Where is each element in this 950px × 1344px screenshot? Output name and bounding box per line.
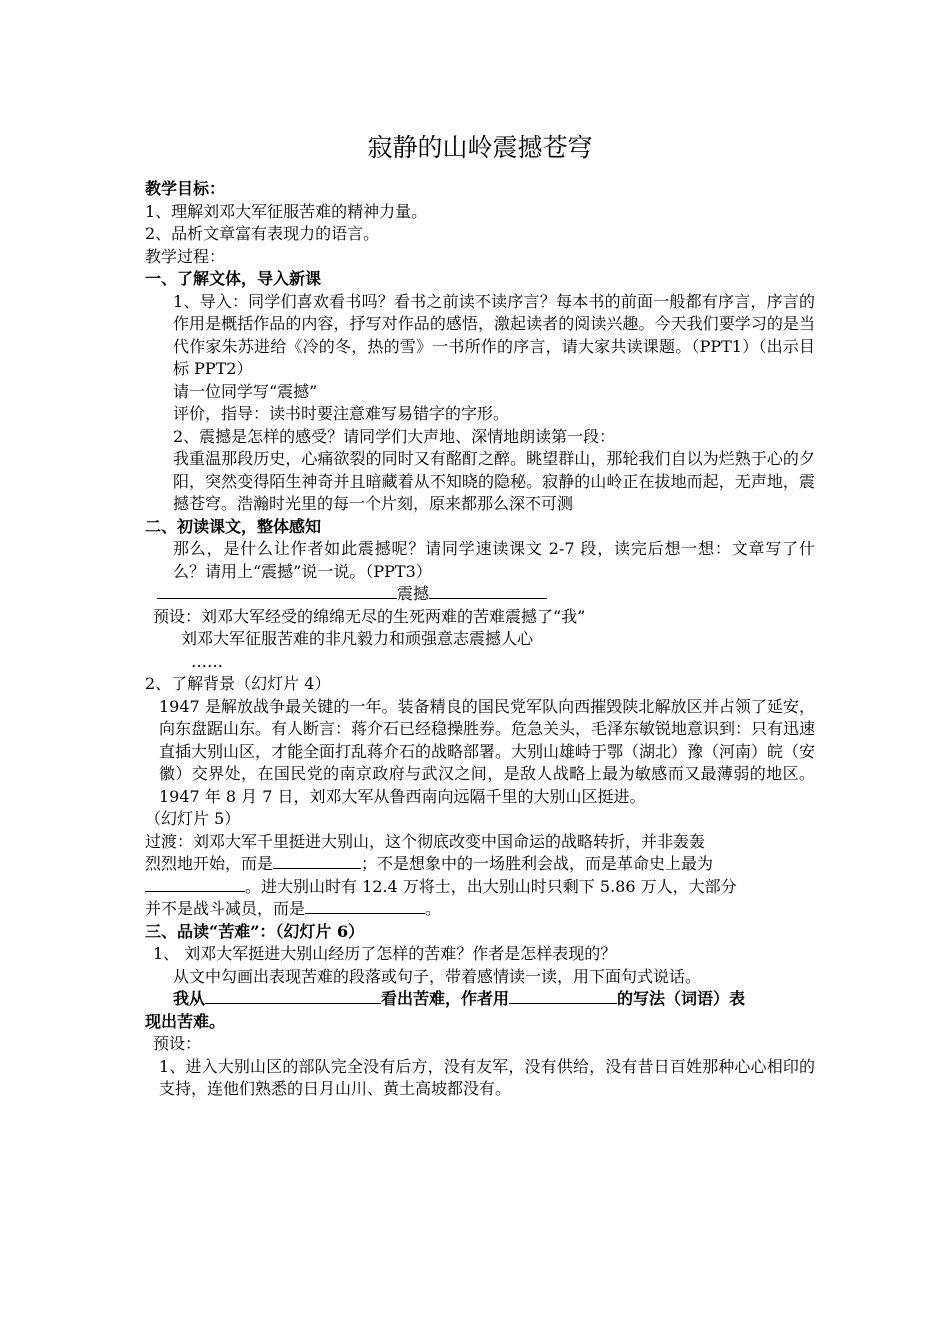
fill-blank[interactable] [305, 898, 425, 914]
objective-2: 2、品析文章富有表现力的语言。 [145, 224, 380, 243]
objectives-heading: 教学目标： [145, 179, 226, 198]
section-3-preset-label: 预设： [153, 1034, 202, 1053]
slide-5-label: （幻灯片 5） [145, 809, 241, 828]
fill-blank[interactable] [273, 853, 361, 869]
section-3-q1: 1、 刘邓大军挺进大别山经历了怎样的苦难？作者是怎样表现的？ [153, 944, 617, 963]
background-heading: 2、了解背景（幻灯片 4） [145, 674, 331, 693]
section-2-heading: 二、初读课文，整体感知 [145, 516, 322, 536]
fill-blank[interactable] [205, 988, 381, 1004]
section-3-instruction: 从文中勾画出表现苦难的段落或句子，带着感情读一读，用下面句式说话。 [173, 966, 702, 986]
fill-blank[interactable] [509, 988, 617, 1004]
section-1-intro: 1、导入：同学们喜欢看书吗？看书之前读不读序言？每本书的前面一般都有序言，序言的作用是概括作品的内容，抒写对作品的感悟，激起读者的阅读兴趣。今天我们要学习的是当代作家朱苏进给《冷的冬，热的雪》一书所作的序言，请大家共读课题。（PPT1）（出示目标 PPT2） [173, 291, 815, 378]
section-2-preset-1: 预设：刘邓大军经受的绵绵无尽的生死两难的苦难震撼了“我” [153, 606, 586, 626]
transition-line-2: 烈烈地开始，而是 ；不是想象中的一场胜利会战，而是革命史上最为 [145, 854, 714, 873]
fill-in-sentence [145, 583, 815, 606]
section-2-preset-2: 刘邓大军征服苦难的非凡毅力和顽强意志震撼人心 [181, 629, 534, 648]
ellipsis: …… [191, 651, 223, 671]
fill-blank[interactable] [145, 876, 245, 892]
process-heading: 教学过程： [145, 246, 226, 266]
fill-word: 震撼 [397, 584, 430, 603]
document-page [145, 128, 815, 1101]
transition-line-4: 并不是战斗减员，而是 。 [145, 899, 442, 918]
section-1-quote: 我重温那段历史，心痛欲裂的同时又有酩酊之醉。眺望群山，那轮我们自以为烂熟于心的夕阳，突然变得陌生神奇并且暗藏着从不知晓的隐秘。寂静的山岭正在拔地而起，无声地，震撼苍穹。浩瀚时光里的每一个片刻，原来都那么深不可测 [173, 449, 815, 513]
section-2-question: 那么，是什么让作者如此震撼呢？请同学速读课文 2-7 段，读完后想一想：文章写了什么？请用上“震撼”说一说。（PPT3） [173, 539, 815, 581]
section-1-q2: 2、震撼是怎样的感受？请同学们大声地、深情地朗读第一段： [173, 426, 616, 446]
objective-1: 1、理解刘邓大军征服苦难的精神力量。 [145, 201, 428, 221]
section-3-pattern-cont: 现出苦难。 [145, 1011, 226, 1031]
section-3-pattern: 我从 看出苦难，作者用 的写法（词语）表 [173, 989, 746, 1008]
section-1-write: 请一位同学写“震撼” [173, 381, 318, 401]
section-1-heading: 一、了解文体，导入新课 [145, 269, 322, 288]
transition-line-1: 过渡：刘邓大军千里挺进大别山，这个彻底改变中国命运的战略转折，并非轰轰 [145, 831, 706, 851]
section-3-heading: 三、品读“苦难”：（幻灯片 6） [145, 921, 365, 941]
section-3-preset-1: 1、进入大别山区的部队完全没有后方，没有友军，没有供给，没有昔日百姓那种心心相印的支持，连他们熟悉的日月山川、黄土高坡都没有。 [159, 1056, 815, 1098]
transition-line-3: 。进大别山时有 12.4 万将士，出大别山时只剩下 5.86 万人，大部分 [145, 876, 815, 899]
section-1-eval: 评价，指导：读书时要注意难写易错字的字形。 [173, 404, 510, 423]
page-title: 寂静的山岭震撼苍穹 [367, 133, 593, 162]
background-text: 1947 是解放战争最关键的一年。装备精良的国民党军队向西摧毁陕北解放区并占领了延安，向东盘踞山东。有人断言：蒋介石已经稳操胜券。危急关头，毛泽东敏锐地意识到：只有迅速直插大别山区，才能全面打乱蒋介石的战略部署。大别山雄峙于鄂（湖北）豫（河南）皖（安徽）交界处，在国民党的南京政府与武汉之间，是敌人战略上最为敏感而又最薄弱的地区。1947 年 8 月 7 日，刘邓大军从鲁西南向远隔千里的大别山区挺进。 [159, 696, 816, 806]
fill-blank[interactable] [429, 583, 547, 599]
fill-blank[interactable] [157, 583, 397, 599]
